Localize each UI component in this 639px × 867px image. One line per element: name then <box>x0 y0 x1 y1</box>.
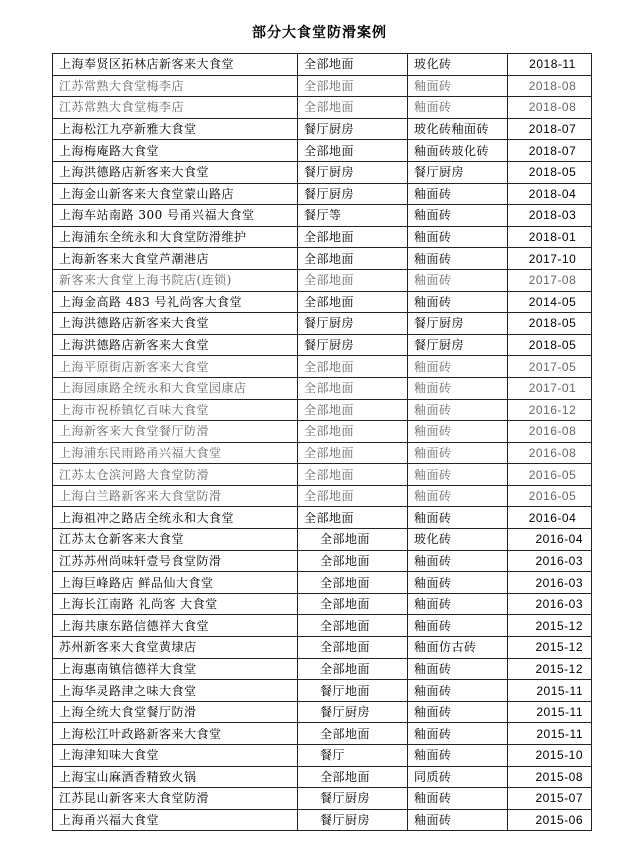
table-row <box>53 421 592 443</box>
cell-area: 全部地面 <box>298 593 408 615</box>
table-row <box>53 54 592 76</box>
cell-material: 同质砖 <box>408 766 508 788</box>
cell-date: 2017-08 <box>508 269 592 291</box>
cell-area: 全部地面 <box>298 377 408 399</box>
cell-area: 餐厅等 <box>298 205 408 227</box>
cell-area: 全部地面 <box>298 529 408 551</box>
cell-material: 釉面砖 <box>408 723 508 745</box>
table-row <box>53 550 592 572</box>
cell-area: 餐厅厨房 <box>298 118 408 140</box>
cell-material: 釉面砖 <box>408 701 508 723</box>
table-row <box>53 97 592 119</box>
cell-material: 釉面砖 <box>408 75 508 97</box>
cell-date: 2015-06 <box>508 809 592 831</box>
cell-material: 釉面砖 <box>408 485 508 507</box>
cell-project-name: 上海洪德路店新客来大食堂 <box>53 161 298 183</box>
cell-material: 釉面砖 <box>408 572 508 594</box>
cell-area: 餐厅厨房 <box>298 161 408 183</box>
cell-project-name: 上海奉贤区拓林店新客来大食堂 <box>53 54 298 76</box>
table-row <box>53 788 592 810</box>
table-row <box>53 269 592 291</box>
cell-material: 釉面砖 <box>408 745 508 767</box>
cell-project-name: 上海惠南镇信德祥大食堂 <box>53 658 298 680</box>
cell-date: 2014-05 <box>508 291 592 313</box>
table-row <box>53 615 592 637</box>
cases-table <box>52 53 592 831</box>
cell-material: 釉面砖 <box>408 356 508 378</box>
cell-date: 2018-01 <box>508 226 592 248</box>
cell-material: 釉面砖 <box>408 226 508 248</box>
cell-area: 餐厅厨房 <box>298 334 408 356</box>
cell-date: 2016-04 <box>508 529 592 551</box>
cell-project-name: 上海甬兴福大食堂 <box>53 809 298 831</box>
table-row <box>53 485 592 507</box>
table-row <box>53 723 592 745</box>
cell-date: 2015-07 <box>508 788 592 810</box>
cell-area: 全部地面 <box>298 550 408 572</box>
cell-area: 全部地面 <box>298 464 408 486</box>
cell-material: 釉面砖 <box>408 399 508 421</box>
cell-area: 餐厅厨房 <box>298 183 408 205</box>
cell-date: 2018-11 <box>508 54 592 76</box>
table-row <box>53 205 592 227</box>
cell-area: 餐厅厨房 <box>298 701 408 723</box>
cell-date: 2016-08 <box>508 421 592 443</box>
table-row <box>53 809 592 831</box>
cell-project-name: 江苏常熟大食堂梅李店 <box>53 75 298 97</box>
cell-area: 全部地面 <box>298 226 408 248</box>
page-title: 部分大食堂防滑案例 <box>252 25 387 41</box>
cell-date: 2016-03 <box>508 550 592 572</box>
cell-material: 釉面砖 <box>408 442 508 464</box>
table-row <box>53 572 592 594</box>
cell-project-name: 上海浦东全统永和大食堂防滑维护 <box>53 226 298 248</box>
cell-project-name: 上海巨峰路店 鲜品仙大食堂 <box>53 572 298 594</box>
table-row <box>53 118 592 140</box>
cell-date: 2016-08 <box>508 442 592 464</box>
cell-project-name: 上海华灵路津之味大食堂 <box>53 680 298 702</box>
cell-area: 全部地面 <box>298 75 408 97</box>
table-row <box>53 399 592 421</box>
table-row <box>53 442 592 464</box>
cell-material: 釉面砖 <box>408 507 508 529</box>
cell-date: 2016-05 <box>508 485 592 507</box>
table-row <box>53 75 592 97</box>
table-row <box>53 291 592 313</box>
cell-material: 餐厅厨房 <box>408 161 508 183</box>
table-row <box>53 226 592 248</box>
cell-date: 2015-12 <box>508 615 592 637</box>
cell-area: 全部地面 <box>298 615 408 637</box>
cell-material: 釉面砖 <box>408 421 508 443</box>
cell-material: 玻化砖 <box>408 54 508 76</box>
table-row <box>53 658 592 680</box>
cell-material: 釉面砖 <box>408 464 508 486</box>
cell-material: 釉面砖 <box>408 248 508 270</box>
cell-project-name: 江苏太仓滨河路大食堂防滑 <box>53 464 298 486</box>
cell-date: 2016-03 <box>508 572 592 594</box>
cell-project-name: 江苏苏州尚味轩壹号食堂防滑 <box>53 550 298 572</box>
cell-material: 釉面砖玻化砖 <box>408 140 508 162</box>
cell-area: 全部地面 <box>298 507 408 529</box>
cell-material: 釉面砖 <box>408 615 508 637</box>
cell-date: 2018-04 <box>508 183 592 205</box>
cell-material: 釉面砖 <box>408 205 508 227</box>
cell-project-name: 上海白兰路新客来大食堂防滑 <box>53 485 298 507</box>
cell-area: 全部地面 <box>298 485 408 507</box>
cell-date: 2018-07 <box>508 118 592 140</box>
cell-date: 2016-03 <box>508 593 592 615</box>
cell-area: 全部地面 <box>298 399 408 421</box>
cell-material: 釉面砖 <box>408 680 508 702</box>
cell-date: 2018-05 <box>508 313 592 335</box>
cell-date: 2017-10 <box>508 248 592 270</box>
cell-project-name: 江苏太仓新客来大食堂 <box>53 529 298 551</box>
table-row <box>53 464 592 486</box>
cell-area: 全部地面 <box>298 442 408 464</box>
cell-material: 釉面砖 <box>408 809 508 831</box>
cell-area: 全部地面 <box>298 421 408 443</box>
cell-material: 釉面砖 <box>408 269 508 291</box>
table-row <box>53 507 592 529</box>
cell-material: 釉面砖 <box>408 377 508 399</box>
cell-project-name: 上海园康路全统永和大食堂园康店 <box>53 377 298 399</box>
cell-area: 餐厅厨房 <box>298 809 408 831</box>
cell-project-name: 上海松江叶政路新客来大食堂 <box>53 723 298 745</box>
cell-date: 2018-08 <box>508 75 592 97</box>
cell-material: 釉面砖 <box>408 183 508 205</box>
cell-date: 2017-01 <box>508 377 592 399</box>
cell-project-name: 江苏昆山新客来大食堂防滑 <box>53 788 298 810</box>
table-row <box>53 637 592 659</box>
cell-date: 2016-12 <box>508 399 592 421</box>
table-row <box>53 183 592 205</box>
cell-area: 餐厅 <box>298 745 408 767</box>
cell-area: 全部地面 <box>298 723 408 745</box>
cell-material: 釉面仿古砖 <box>408 637 508 659</box>
cell-project-name: 上海宝山麻酒香精致火锅 <box>53 766 298 788</box>
cell-material: 釉面砖 <box>408 550 508 572</box>
cell-area: 全部地面 <box>298 248 408 270</box>
cell-date: 2015-12 <box>508 637 592 659</box>
cell-project-name: 上海浦东民雨路甬兴福大食堂 <box>53 442 298 464</box>
table-row <box>53 248 592 270</box>
cell-project-name: 上海共康东路信德祥大食堂 <box>53 615 298 637</box>
cell-project-name: 上海市祝桥镇忆百味大食堂 <box>53 399 298 421</box>
cell-area: 全部地面 <box>298 356 408 378</box>
cell-project-name: 上海松江九亭新雅大食堂 <box>53 118 298 140</box>
table-row <box>53 377 592 399</box>
cell-area: 全部地面 <box>298 766 408 788</box>
cell-project-name: 上海平原街店新客来大食堂 <box>53 356 298 378</box>
cell-area: 餐厅厨房 <box>298 788 408 810</box>
cell-project-name: 上海新客来大食堂餐厅防滑 <box>53 421 298 443</box>
table-row <box>53 161 592 183</box>
table-row <box>53 745 592 767</box>
table-row <box>53 140 592 162</box>
cell-project-name: 江苏常熟大食堂梅李店 <box>53 97 298 119</box>
cell-area: 餐厅地面 <box>298 680 408 702</box>
cell-area: 全部地面 <box>298 658 408 680</box>
cell-material: 釉面砖 <box>408 291 508 313</box>
cell-date: 2018-03 <box>508 205 592 227</box>
table-row <box>53 356 592 378</box>
cell-area: 全部地面 <box>298 54 408 76</box>
cell-project-name: 上海祖冲之路店全统永和大食堂 <box>53 507 298 529</box>
cell-date: 2015-11 <box>508 701 592 723</box>
cell-area: 全部地面 <box>298 637 408 659</box>
cell-project-name: 上海长江南路 礼尚客 大食堂 <box>53 593 298 615</box>
table-row <box>53 529 592 551</box>
cell-material: 釉面砖 <box>408 658 508 680</box>
cell-project-name: 上海车站南路 300 号甬兴福大食堂 <box>53 205 298 227</box>
cell-material: 釉面砖 <box>408 788 508 810</box>
cell-project-name: 上海金山新客来大食堂蒙山路店 <box>53 183 298 205</box>
cell-material: 玻化砖 <box>408 529 508 551</box>
cell-area: 全部地面 <box>298 269 408 291</box>
cell-material: 釉面砖 <box>408 593 508 615</box>
table-row <box>53 313 592 335</box>
cell-project-name: 上海新客来大食堂芦潮港店 <box>53 248 298 270</box>
cell-project-name: 新客来大食堂上海书院店(连锁) <box>53 269 298 291</box>
cell-date: 2015-12 <box>508 658 592 680</box>
cell-project-name: 上海洪德路店新客来大食堂 <box>53 313 298 335</box>
table-row <box>53 334 592 356</box>
cell-project-name: 上海洪德路店新客来大食堂 <box>53 334 298 356</box>
cell-project-name: 上海梅庵路大食堂 <box>53 140 298 162</box>
cell-date: 2018-05 <box>508 334 592 356</box>
cell-area: 餐厅厨房 <box>298 313 408 335</box>
table-row <box>53 680 592 702</box>
cell-project-name: 上海金高路 483 号礼尚客大食堂 <box>53 291 298 313</box>
cell-date: 2018-07 <box>508 140 592 162</box>
table-row <box>53 593 592 615</box>
cell-date: 2018-08 <box>508 97 592 119</box>
cell-project-name: 上海津知味大食堂 <box>53 745 298 767</box>
cell-date: 2015-08 <box>508 766 592 788</box>
cell-material: 餐厅厨房 <box>408 334 508 356</box>
cell-date: 2016-04 <box>508 507 592 529</box>
cell-project-name: 上海全统大食堂餐厅防滑 <box>53 701 298 723</box>
cell-date: 2015-10 <box>508 745 592 767</box>
table-row <box>53 701 592 723</box>
cell-date: 2017-05 <box>508 356 592 378</box>
cases-table-body <box>53 54 592 831</box>
cell-material: 餐厅厨房 <box>408 313 508 335</box>
cell-project-name: 苏州新客来大食堂黄埭店 <box>53 637 298 659</box>
cell-date: 2016-05 <box>508 464 592 486</box>
cell-area: 全部地面 <box>298 572 408 594</box>
cell-area: 全部地面 <box>298 291 408 313</box>
cell-area: 全部地面 <box>298 140 408 162</box>
cell-date: 2018-05 <box>508 161 592 183</box>
cell-material: 玻化砖釉面砖 <box>408 118 508 140</box>
cell-date: 2015-11 <box>508 723 592 745</box>
cell-area: 全部地面 <box>298 97 408 119</box>
table-row <box>53 766 592 788</box>
cell-date: 2015-11 <box>508 680 592 702</box>
cell-material: 釉面砖 <box>408 97 508 119</box>
